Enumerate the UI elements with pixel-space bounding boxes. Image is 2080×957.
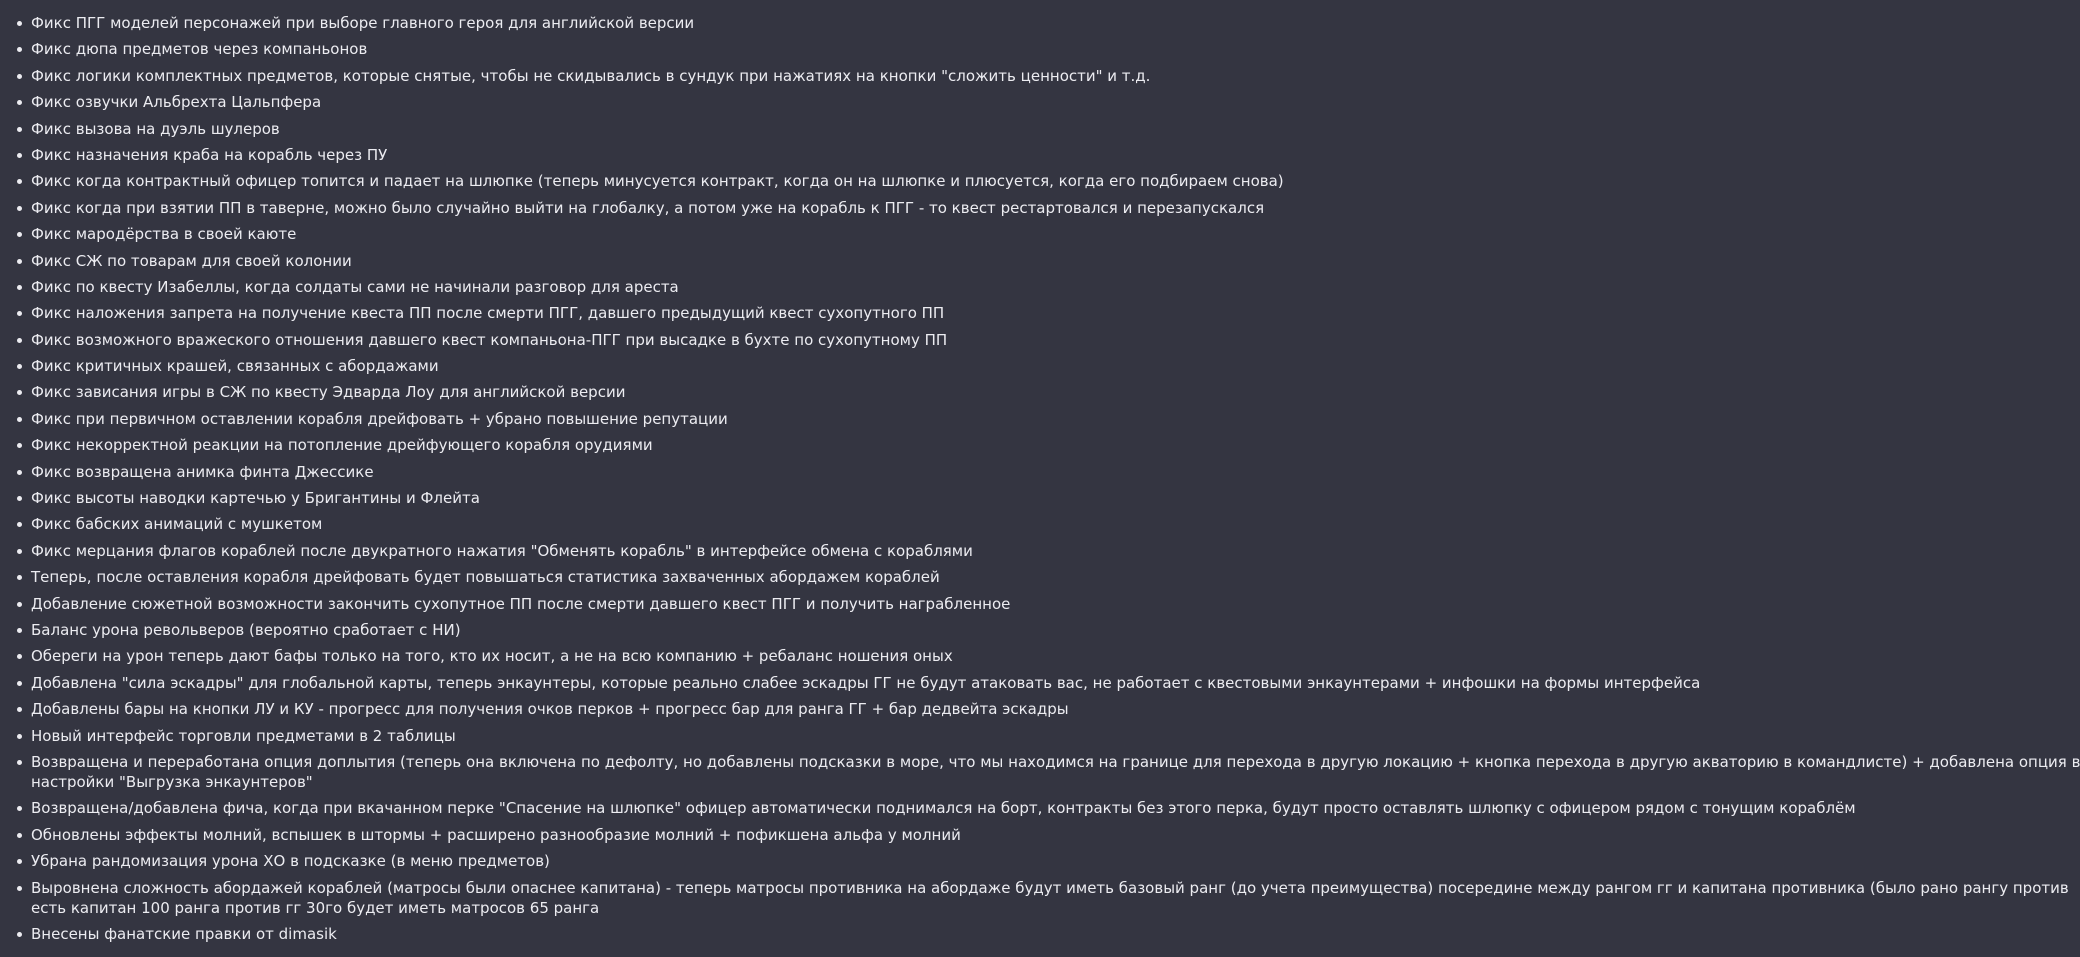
list-item-text: Возвращена/добавлена фича, когда при вкачанном перке "Спасение на шлюпке" офицер автоматически поднимался на борт, контракты без этого перка, будут просто оставлять шлюпку с офицером рядом с тонущим кораблём xyxy=(31,799,1856,818)
list-item-text: Теперь, после оставления корабля дрейфовать будет повышаться статистика захваченных абордажем кораблей xyxy=(31,568,940,587)
list-item-text: Добавление сюжетной возможности закончить сухопутное ПП после смерти давшего квест ПГГ и получить награбленное xyxy=(31,594,1011,613)
list-item xyxy=(0,752,2080,792)
list-item-text: Фикс высоты наводки картечью у Бригантины и Флейта xyxy=(31,489,480,508)
list-item-text: Фикс мародёрства в своей каюте xyxy=(31,225,297,244)
list-item-text: Фикс возвращена анимка финта Джессике xyxy=(31,462,374,481)
list-item-text: Обереги на урон теперь дают бафы только на того, кто их носит, а не на всю компанию + ребаланс ношения оных xyxy=(31,647,953,666)
list-item xyxy=(0,409,1808,429)
list-item xyxy=(0,92,1808,112)
list-item-text: настройки "Выгрузка энкаунтеров" xyxy=(31,772,313,791)
list-item xyxy=(0,198,1808,218)
previous-content-fragment xyxy=(0,0,1808,4)
list-item-text: Выровнена сложность абордажей кораблей (матросы были опаснее капитана) - теперь матросы противника на абордаже будут иметь базовый ранг (до учета преимущества) посередине между рангом гг и капитана противника (было рано рангу против xyxy=(31,878,2069,897)
list-item-text: Добавлены бары на кнопки ЛУ и КУ - прогресс для получения очков перков + прогресс бар для ранга ГГ + бар дедвейта эскадры xyxy=(31,700,1069,719)
list-item xyxy=(0,277,1808,297)
list-item-text: Внесены фанатские правки от dimasik xyxy=(31,924,337,943)
list-item xyxy=(0,330,1808,350)
list-item xyxy=(0,825,1808,845)
list-item xyxy=(0,798,1856,818)
list-item-text: Фикс по квесту Изабеллы, когда солдаты сами не начинали разговор для ареста xyxy=(31,277,679,296)
list-item xyxy=(0,514,1808,534)
list-item-text: Фикс бабских анимаций с мушкетом xyxy=(31,515,323,534)
list-item-text: Фикс наложения запрета на получение квеста ПП после смерти ПГГ, давшего предыдущий квест сухопутного ПП xyxy=(31,304,945,323)
list-item xyxy=(0,145,1808,165)
list-item xyxy=(0,851,1808,871)
list-item xyxy=(0,646,1808,666)
list-item-text: Фикс дюпа предметов через компаньонов xyxy=(31,40,368,59)
list-item xyxy=(0,303,1808,323)
list-item xyxy=(0,567,1808,587)
list-item-text: Фикс некорректной реакции на потопление дрейфующего корабля орудиями xyxy=(31,436,653,455)
list-item xyxy=(0,13,1808,33)
list-item xyxy=(0,356,1808,376)
list-item-text: Фикс назначения краба на корабль через ПУ xyxy=(31,145,388,164)
list-item xyxy=(0,66,1808,86)
list-item-text: Фикс мерцания флагов кораблей после двукратного нажатия "Обменять корабль" в интерфейсе обмена с кораблями xyxy=(31,541,973,560)
list-item xyxy=(0,251,1808,271)
list-item xyxy=(0,594,1808,614)
list-item xyxy=(0,39,1808,59)
list-item xyxy=(0,382,1808,402)
list-item xyxy=(0,878,2069,918)
list-item xyxy=(0,673,1808,693)
list-item xyxy=(0,119,1808,139)
list-item-text: Новый интерфейс торговли предметами в 2 таблицы xyxy=(31,726,456,745)
list-item xyxy=(0,462,1808,482)
list-item xyxy=(0,435,1808,455)
list-item-text: Фикс возможного вражеского отношения давшего квест компаньона-ПГГ при высадке в бухте по сухопутному ПП xyxy=(31,330,948,349)
list-item-text: Баланс урона револьверов (вероятно сработает с НИ) xyxy=(31,620,461,639)
list-item-text: Добавлена "сила эскадры" для глобальной карты, теперь энкаунтеры, которые реально слабее эскадры ГГ не будут атаковать вас, не работает с квестовыми энкаунтерами + инфошки на формы интерфейса xyxy=(31,673,1701,692)
list-item xyxy=(0,171,1808,191)
list-item-text: Фикс когда контрактный офицер топится и падает на шлюпке (теперь минусуется контракт, когда он на шлюпке и плюсуется, когда его подбираем снова) xyxy=(31,172,1284,191)
list-item xyxy=(0,541,1808,561)
list-item-text: Возвращена и переработана опция доплытия (теперь она включена по дефолту, но добавлены подсказки в море, что мы находимся на границе для перехода в другую локацию + кнопка перехода в другую акваторию в командлисте) + добавлена опция в xyxy=(31,752,2080,771)
list-item-text: Фикс зависания игры в СЖ по квесту Эдварда Лоу для английской версии xyxy=(31,383,626,402)
list-item-text: Убрана рандомизация урона ХО в подсказке (в меню предметов) xyxy=(31,852,550,871)
list-item-text: Фикс ПГГ моделей персонажей при выборе главного героя для английской версии xyxy=(31,14,695,32)
list-item-text: Фикс критичных крашей, связанных с абордажами xyxy=(31,357,439,376)
list-item xyxy=(0,620,1808,640)
list-item xyxy=(0,488,1808,508)
list-item xyxy=(0,726,1808,746)
list-item xyxy=(0,699,1808,719)
list-item-text: Обновлены эффекты молний, вспышек в штормы + расширено разнообразие молний + пофикшена альфа у молний xyxy=(31,825,961,844)
list-item xyxy=(0,224,1808,244)
list-item-text: есть капитан 100 ранга против гг 30го будет иметь матросов 65 ранга xyxy=(31,898,600,917)
list-item-text: Фикс логики комплектных предметов, которые снятые, чтобы не скидывались в сундук при нажатиях на кнопки "сложить ценности" и т.д. xyxy=(31,66,1151,85)
list-item-text: Фикс вызова на дуэль шулеров xyxy=(31,119,280,138)
changelog-list xyxy=(0,13,2080,950)
list-item-text: Фикс когда при взятии ПП в таверне, можно было случайно выйти на глобалку, а потом уже на корабль к ПГГ - то квест рестартовался и перезапускался xyxy=(31,198,1265,217)
list-item-text: Фикс при первичном оставлении корабля дрейфовать + убрано повышение репутации xyxy=(31,409,728,428)
list-item xyxy=(0,924,1808,944)
list-item-text: Фикс СЖ по товарам для своей колонии xyxy=(31,251,352,270)
list-item-text: Фикс озвучки Альбрехта Цальпфера xyxy=(31,93,322,112)
